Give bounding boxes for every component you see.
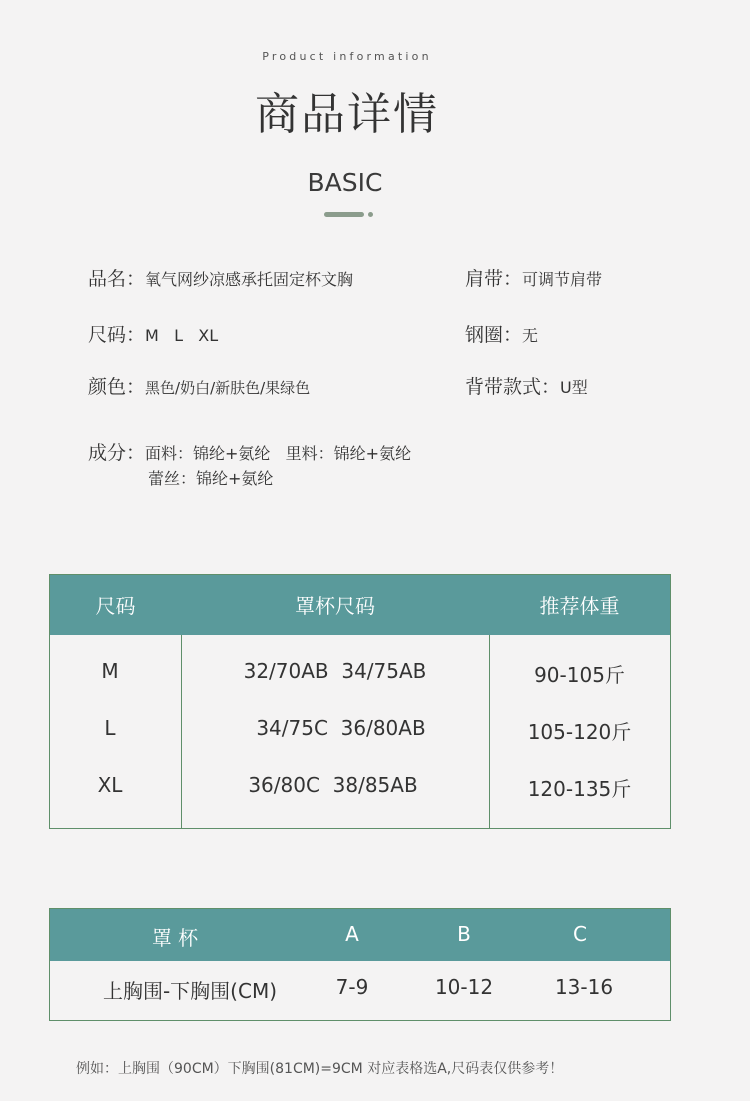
size-row (88, 320, 218, 347)
table-cell-cup: 32/70AB 34/75AB (243, 659, 427, 683)
cup-table (49, 908, 671, 1021)
table-cell-cup: 36/80C 38/85AB (248, 773, 418, 797)
wire-label: 钢圈： (465, 324, 523, 346)
strap-row (465, 264, 602, 291)
decorative-dot (368, 212, 373, 217)
page-title: 商品详情 (255, 89, 439, 140)
header-cup-size: 罩杯尺码 (295, 594, 375, 618)
footnote: 例如：上胸围（90CM）下胸围(81CM)=9CM 对应表格选A,尺码表仅供参考！ (76, 1061, 564, 1077)
header-cup-b: B (457, 922, 471, 946)
cup-b-value: 10-12 (434, 975, 494, 999)
back-style-value: U型 (560, 378, 588, 397)
row-label-bust-difference: 上胸围-下胸围(CM) (102, 979, 278, 1003)
material-line-1: 面料：锦纶+氨纶 里料：锦纶+氨纶 (145, 444, 412, 463)
material-line-2: 蕾丝：锦纶+氨纶 (148, 469, 274, 488)
header-weight: 推荐体重 (539, 594, 620, 618)
size-table (49, 574, 671, 829)
color-label: 颜色： (88, 376, 146, 398)
header-cup-c: C (573, 922, 587, 946)
table-cell-size: L (104, 716, 116, 740)
header-cup-a: A (345, 922, 359, 946)
decorative-bar (324, 212, 364, 217)
table-cell-weight: 105-120斤 (527, 720, 632, 744)
color-value: 黑色/奶白/新肤色/果绿色 (145, 379, 311, 397)
cup-c-value: 13-16 (554, 975, 614, 999)
back-style-row (465, 372, 588, 399)
subtitle-english: Product information (262, 50, 432, 63)
table-cell-size: XL (97, 773, 123, 797)
size-table-header (50, 575, 670, 635)
table-cell-weight: 90-105斤 (534, 663, 625, 687)
product-name-row (88, 264, 353, 291)
section-title: BASIC (307, 168, 383, 197)
cup-a-value: 7-9 (335, 975, 369, 999)
header-cup: 罩 杯 (151, 926, 199, 950)
strap-label: 肩带： (465, 268, 523, 290)
material-row (88, 438, 411, 465)
size-value: M L XL (145, 326, 219, 345)
wire-row (465, 320, 538, 347)
material-label: 成分： (88, 442, 146, 464)
header-size: 尺码 (95, 594, 136, 618)
size-label: 尺码： (88, 324, 146, 346)
product-name-label: 品名： (88, 268, 146, 290)
strap-value: 可调节肩带 (522, 270, 603, 289)
product-name-value: 氧气网纱凉感承托固定杯文胸 (145, 270, 354, 289)
color-row (88, 372, 310, 399)
back-style-label: 背带款式： (465, 376, 561, 398)
table-cell-size: M (101, 659, 119, 683)
table-cell-weight: 120-135斤 (527, 777, 632, 801)
table-cell-cup: 34/75C 36/80AB (256, 716, 426, 740)
cup-table-header (50, 909, 670, 961)
wire-value: 无 (522, 326, 539, 345)
